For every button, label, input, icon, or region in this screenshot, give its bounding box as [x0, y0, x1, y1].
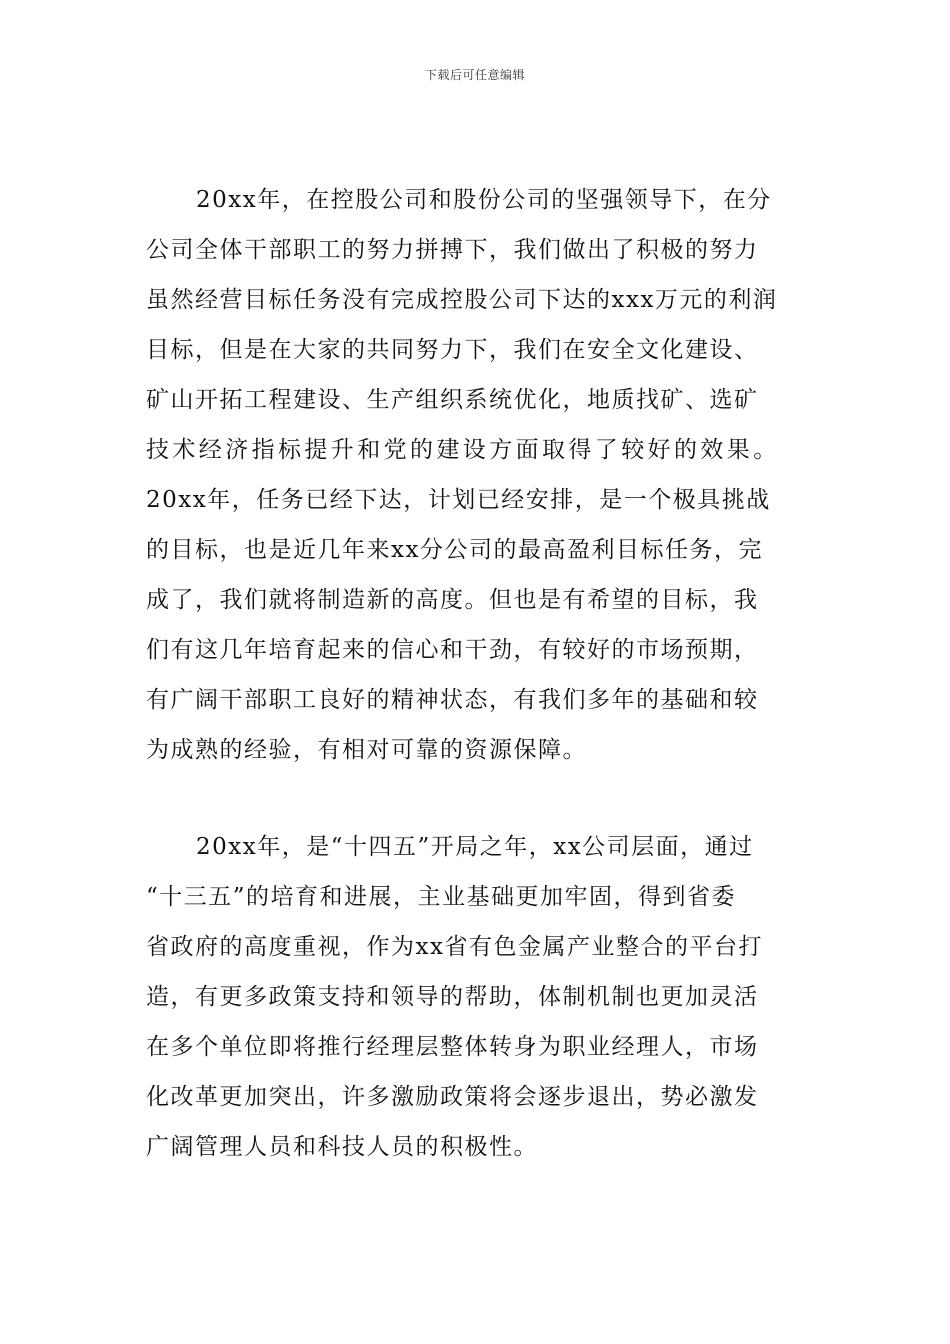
- paragraph-line: 省政府的高度重视，作为xx省有色金属产业整合的平台打: [146, 934, 763, 960]
- paragraph-line: 造，有更多政策支持和领导的帮助，体制机制也更加灵活: [146, 984, 759, 1010]
- paragraph-line: 化改革更加突出，许多激励政策将会逐步退出，势必激发: [146, 1084, 759, 1110]
- paragraph-line: “十三五”的培育和进展，主业基础更加牢固，得到省委: [146, 884, 737, 910]
- paragraph-line: 有广阔干部职工良好的精神状态，有我们多年的基础和较: [146, 687, 759, 713]
- paragraph-line: 虽然经营目标任务没有完成控股公司下达的xxx万元的利润: [146, 287, 778, 313]
- paragraph-line: 的目标，也是近几年来xx分公司的最高盈利目标任务，完: [146, 537, 763, 563]
- paragraph-2: [146, 822, 816, 1172]
- paragraph-line: 目标，但是在大家的共同努力下，我们在安全文化建设、: [146, 337, 759, 363]
- paragraph-line: 公司全体干部职工的努力拼搏下，我们做出了积极的努力: [146, 237, 759, 263]
- paragraph-line: 20xx年，在控股公司和股份公司的坚强领导下，在分: [196, 187, 772, 213]
- paragraph-line: 为成熟的经验，有相对可靠的资源保障。: [146, 737, 587, 763]
- paragraph-line: 矿山开拓工程建设、生产组织系统优化，地质找矿、选矿: [146, 387, 759, 413]
- paragraph-1: [146, 175, 816, 775]
- page-header-note: 下载后可任意编辑: [424, 68, 525, 82]
- paragraph-line: 成了，我们就将制造新的高度。但也是有希望的目标，我: [146, 587, 759, 613]
- paragraph-line: 20xx年，是“十四五”开局之年，xx公司层面，通过: [196, 834, 754, 860]
- paragraph-line: 广阔管理人员和科技人员的积极性。: [146, 1134, 538, 1160]
- paragraph-line: 20xx年，任务已经下达，计划已经安排，是一个极具挑战: [146, 487, 771, 513]
- paragraph-line: 技术经济指标提升和党的建设方面取得了较好的效果。: [146, 437, 780, 463]
- paragraph-line: 在多个单位即将推行经理层整体转身为职业经理人，市场: [146, 1034, 759, 1060]
- paragraph-line: 们有这几年培育起来的信心和干劲，有较好的市场预期，: [146, 637, 759, 663]
